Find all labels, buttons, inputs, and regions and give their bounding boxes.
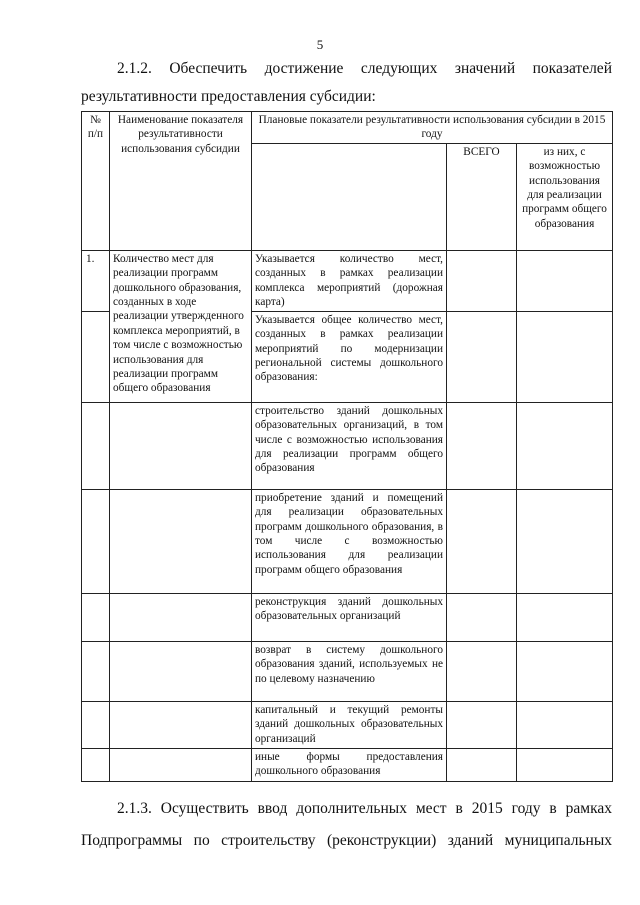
row-including-value	[517, 489, 613, 593]
row-name-empty	[110, 701, 252, 748]
row-including-value	[517, 641, 613, 701]
row-name-empty	[110, 489, 252, 593]
row-name-empty	[110, 641, 252, 701]
paragraph-2-1-3-line2: Подпрограммы по строительству (реконструкции) зданий муниципальных	[81, 832, 612, 849]
row-name-empty	[110, 748, 252, 781]
table-row	[82, 402, 613, 489]
header-including-general-education: из них, с возможностью использования для реализации программ общего образования	[517, 143, 613, 250]
indicators-table	[81, 111, 613, 782]
row-total-value	[447, 250, 517, 311]
row-number-empty	[82, 593, 110, 641]
header-planned-indicators: Плановые показатели результативности использования субсидии в 2015 году	[252, 112, 613, 144]
row-total-value	[447, 402, 517, 489]
row-including-value	[517, 593, 613, 641]
row-number: 1.	[82, 250, 110, 311]
paragraph-2-1-2-line1: 2.1.2. Обеспечить достижение следующих значений показателей	[117, 60, 612, 77]
row-total-value	[447, 489, 517, 593]
table-row	[82, 593, 613, 641]
row-total-value	[447, 593, 517, 641]
row-number-empty	[82, 489, 110, 593]
table-row	[82, 748, 613, 781]
row-name-empty	[110, 593, 252, 641]
row-including-value	[517, 250, 613, 311]
header-description-blank	[252, 143, 447, 250]
row-number-empty	[82, 748, 110, 781]
indicator-name: Количество мест для реализации программ дошкольного образования, созданных в ходе реализации утвержденного комплекса мероприятий, в том числе с возможностью использования для реализации программ общего образования	[110, 250, 252, 402]
row-total-value	[447, 311, 517, 402]
row-number-empty	[82, 701, 110, 748]
row-description: строительство зданий дошкольных образовательных организаций, в том числе с возможностью использования для реализации программ общего образования	[252, 402, 447, 489]
row-name-empty	[110, 402, 252, 489]
row-including-value	[517, 402, 613, 489]
paragraph-2-1-3-line1: 2.1.3. Осуществить ввод дополнительных мест в 2015 году в рамках	[117, 800, 612, 817]
table-row	[82, 701, 613, 748]
row-number-empty	[82, 402, 110, 489]
row-number-empty	[82, 641, 110, 701]
row-description: возврат в систему дошкольного образования зданий, используемых не по целевому назначению	[252, 641, 447, 701]
table-row	[82, 641, 613, 701]
row-including-value	[517, 701, 613, 748]
row-description: Указывается количество мест, созданных в рамках реализации комплекса мероприятий (дорожная карта)	[252, 250, 447, 311]
page-number: 5	[316, 37, 324, 52]
table-row	[82, 250, 613, 311]
header-indicator-name: Наименование показателя результативности использования субсидии	[110, 112, 252, 251]
row-description: иные формы предоставления дошкольного образования	[252, 748, 447, 781]
table-row	[82, 489, 613, 593]
row-including-value	[517, 748, 613, 781]
header-total: ВСЕГО	[447, 143, 517, 250]
header-number: № п/п	[82, 112, 110, 251]
paragraph-2-1-2-line2: результативности предоставления субсидии:	[81, 88, 376, 105]
row-total-value	[447, 641, 517, 701]
row-number-empty	[82, 311, 110, 402]
row-description: реконструкция зданий дошкольных образовательных организаций	[252, 593, 447, 641]
row-description: приобретение зданий и помещений для реализации образовательных программ дошкольного образования, в том числе с возможностью использования для реализации программ общего образования	[252, 489, 447, 593]
row-including-value	[517, 311, 613, 402]
row-description: капитальный и текущий ремонты зданий дошкольных образовательных организаций	[252, 701, 447, 748]
row-total-value	[447, 701, 517, 748]
row-total-value	[447, 748, 517, 781]
row-description: Указывается общее количество мест, созданных в рамках реализации мероприятий по модернизации региональной системы дошкольного образования:	[252, 311, 447, 402]
